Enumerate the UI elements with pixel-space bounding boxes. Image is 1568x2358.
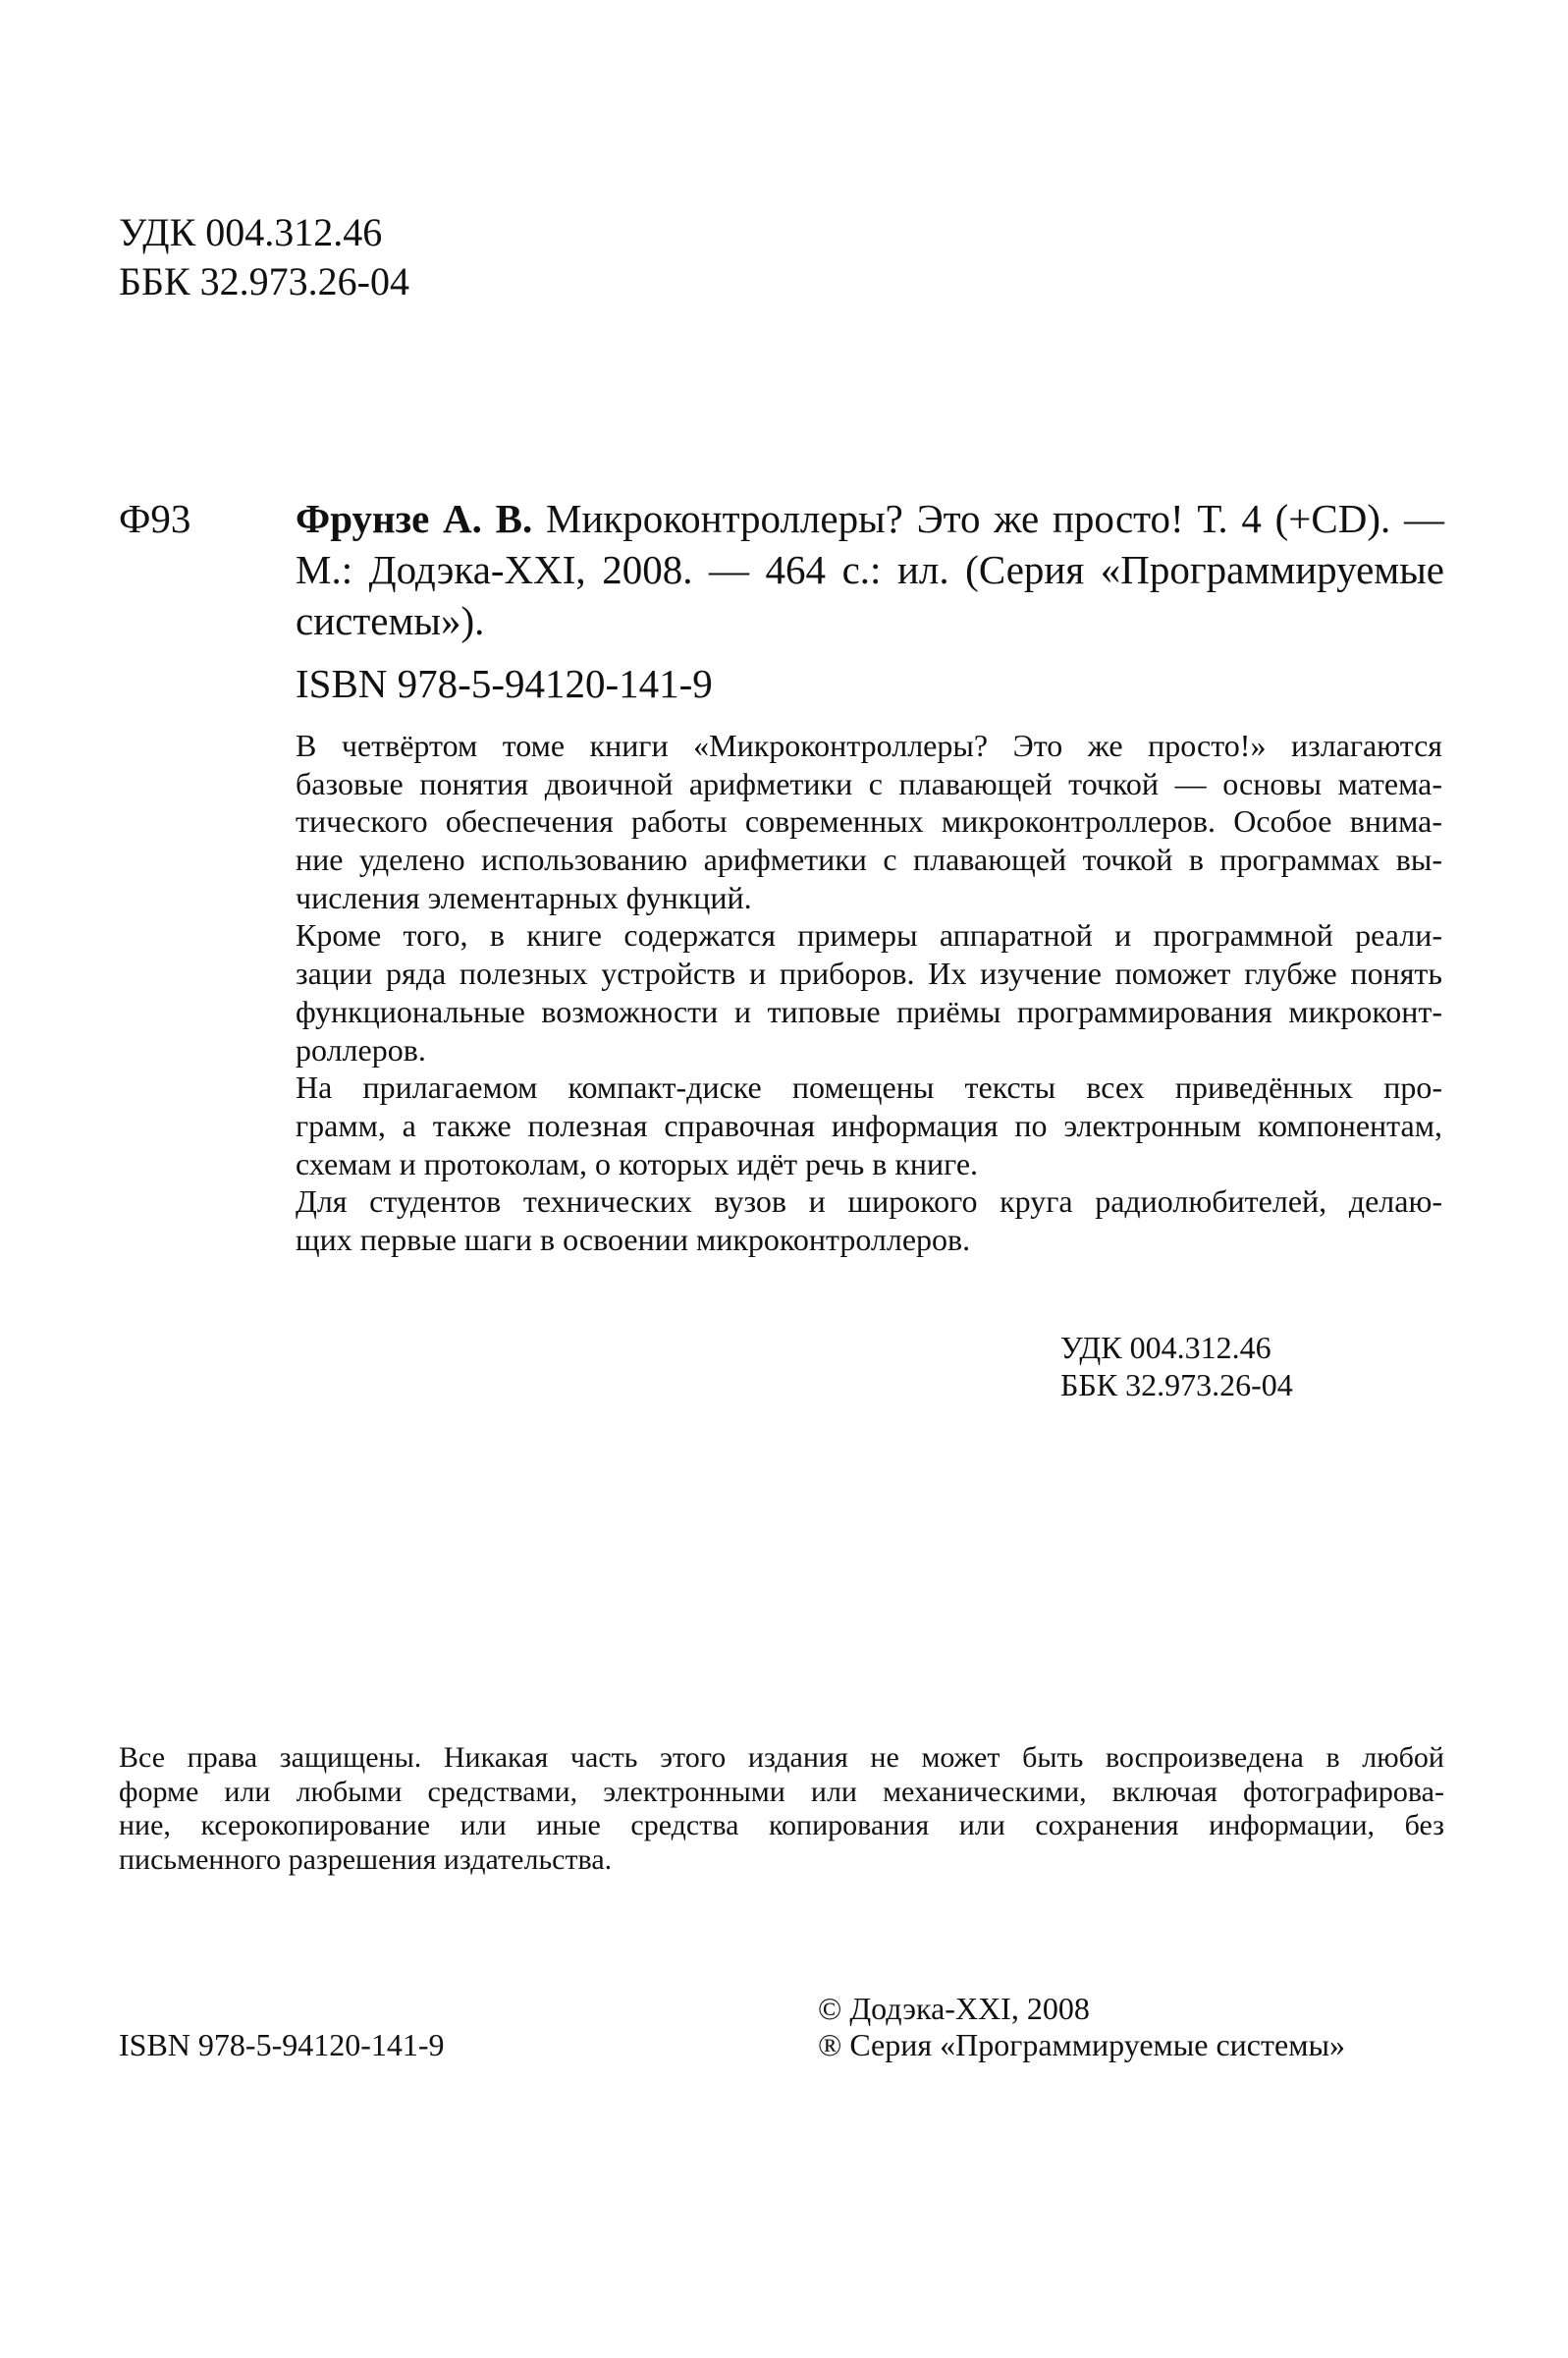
annotation-line: Кроме того, в книге содержатся примеры аппаратной и программной реали- <box>296 917 1442 954</box>
annotation-line: тического обеспечения работы современных микроконтроллеров. Особое внима- <box>296 803 1442 840</box>
udk-code-bottom: УДК 004.312.46 <box>1060 1330 1271 1365</box>
rights-line: Все права защищены. Никакая часть этого издания не может быть воспроизведена в любой <box>119 1741 1444 1774</box>
copyright-block <box>818 1991 1345 2063</box>
bib-line-2: М.: Додэка-XXI, 2008. — 464 с.: ил. (Серия «Программируемые <box>296 547 1444 592</box>
author-mark: Ф93 <box>119 496 191 541</box>
annotation-line: ние уделено использованию арифметики с плавающей точкой в программах вы- <box>296 842 1442 878</box>
annotation-line: роллеров. <box>296 1031 426 1068</box>
bbk-code-top: ББК 32.973.26-04 <box>119 259 409 303</box>
copyright-publisher: © Додэка-XXI, 2008 <box>818 1991 1090 2026</box>
rights-line: письменного разрешения издательства. <box>119 1842 613 1876</box>
classification-bottom <box>1060 1329 1293 1403</box>
rights-notice <box>119 1741 1444 1877</box>
annotation-line: числения элементарных функций. <box>296 879 752 915</box>
annotation-line: щих первые шаги в освоении микроконтроллеров. <box>296 1221 971 1257</box>
isbn-bottom: ISBN 978-5-94120-141-9 <box>119 2027 445 2062</box>
classification-top <box>119 208 409 306</box>
bib-title: Микроконтроллеры? Это же просто! Т. 4 (+CD). — <box>545 496 1445 541</box>
annotation-line: На прилагаемом компакт-диске помещены тексты всех приведённых про- <box>296 1069 1442 1106</box>
annotation-line: грамм, а также полезная справочная информация по электронным компонентам, <box>296 1107 1442 1143</box>
annotation <box>296 727 1442 1259</box>
annotation-line: зации ряда полезных устройств и приборов. Их изучение поможет глубже понять <box>296 956 1442 992</box>
rights-line: ние, ксерокопирование или иные средства копирования или сохранения информации, без <box>119 1809 1444 1841</box>
udk-code-top: УДК 004.312.46 <box>119 210 383 254</box>
annotation-line: В четвёртом томе книги «Микроконтроллеры? Это же просто!» излагаются <box>296 728 1442 763</box>
bbk-code-bottom: ББК 32.973.26-04 <box>1060 1367 1293 1402</box>
bib-line-3: системы»). <box>296 598 485 643</box>
bib-line-1 <box>296 493 1444 544</box>
copyright-series: ® Серия «Программируемые системы» <box>818 2027 1345 2062</box>
annotation-line: Для студентов технических вузов и широкого круга радиолюбителей, делаю- <box>296 1183 1442 1220</box>
rights-line: форме или любыми средствами, электронными или механическими, включая фотографирова- <box>119 1775 1444 1808</box>
annotation-line: базовые понятия двоичной арифметики с плавающей точкой — основы матема- <box>296 765 1442 801</box>
annotation-line: функциональные возможности и типовые приёмы программирования микроконт- <box>296 993 1442 1029</box>
isbn-main: ISBN 978-5-94120-141-9 <box>296 661 713 706</box>
bib-author: Фрунзе А. В. <box>296 496 533 541</box>
bibliographic-record <box>296 493 1444 646</box>
annotation-line: схемам и протоколам, о которых идёт речь в книге. <box>296 1145 979 1181</box>
